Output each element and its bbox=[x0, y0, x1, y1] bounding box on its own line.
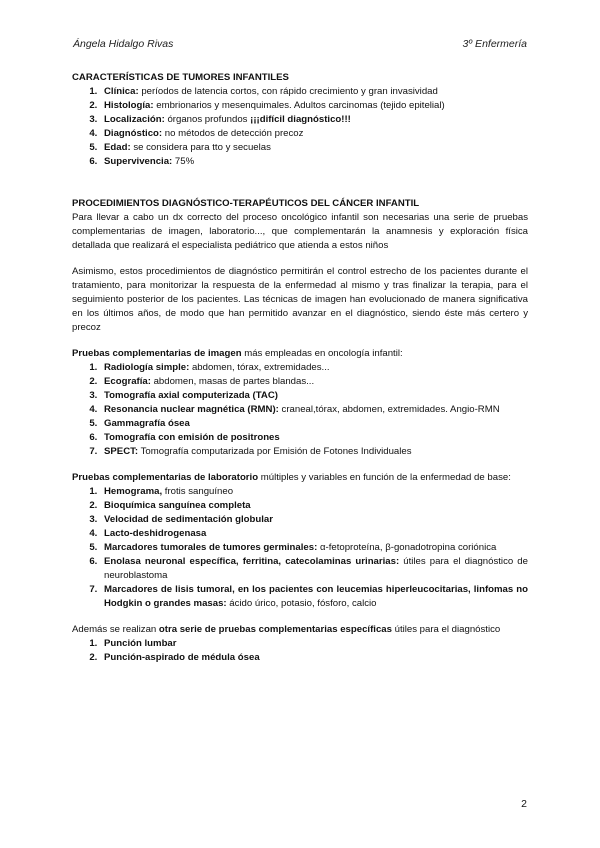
other-tests-intro: Además se realizan otra serie de pruebas complementarias específicas útiles para el diagnóstico bbox=[72, 624, 501, 635]
intro-paragraph: Para llevar a cabo un dx correcto del proceso oncológico infantil son necesarias una serie de pruebas complementarias de imagen, laboratorio..., que complementarán la anamnesis y exploración física detallada que realizará el especialista pediátrico que atienda a estos niños bbox=[72, 212, 528, 251]
list-item: 1. Hemograma, frotis sanguíneo bbox=[100, 485, 528, 499]
header-course: 3º Enfermería bbox=[462, 38, 527, 50]
list-item: 2. Punción-aspirado de médula ósea bbox=[100, 651, 528, 665]
section-title-characteristics: CARACTERÍSTICAS DE TUMORES INFANTILES bbox=[72, 72, 289, 83]
list-item: 1. Radiología simple: abdomen, tórax, extremidades... bbox=[100, 361, 528, 375]
page-number: 2 bbox=[521, 798, 527, 810]
list-item: 1. Clínica: períodos de latencia cortos, con rápido crecimiento y gran invasividad bbox=[100, 85, 528, 99]
list-item: 7. SPECT: Tomografía computarizada por Emisión de Fotones Individuales bbox=[100, 445, 528, 459]
list-item: 5. Edad: se considera para tto y secuelas bbox=[100, 141, 528, 155]
list-item: 7. Marcadores de lisis tumoral, en los pacientes con leucemias hiperleucocitarias, linfomas no Hodgkin o grandes masas: ácido úrico, potasio, fósforo, calcio bbox=[100, 583, 528, 611]
characteristics-list bbox=[72, 85, 528, 169]
list-item: 2. Ecografía: abdomen, masas de partes blandas... bbox=[100, 375, 528, 389]
list-item: 3. Tomografía axial computerizada (TAC) bbox=[100, 389, 528, 403]
lab-list bbox=[72, 485, 528, 611]
page-content bbox=[72, 71, 528, 665]
lab-intro: Pruebas complementarias de laboratorio múltiples y variables en función de la enfermedad de base: bbox=[72, 472, 511, 483]
list-item: 6. Enolasa neuronal específica, ferritina, catecolaminas urinarias: útiles para el diagnóstico de neuroblastoma bbox=[100, 555, 528, 583]
list-item: 2. Bioquímica sanguínea completa bbox=[100, 499, 528, 513]
other-tests-list bbox=[72, 637, 528, 665]
list-item: 3. Velocidad de sedimentación globular bbox=[100, 513, 528, 527]
list-item: 4. Diagnóstico: no métodos de detección precoz bbox=[100, 127, 528, 141]
list-item: 5. Marcadores tumorales de tumores germinales: α-fetoproteína, β-gonadotropina coriónica bbox=[100, 541, 528, 555]
list-item: 1. Punción lumbar bbox=[100, 637, 528, 651]
list-item: 2. Histología: embrionarios y mesenquimales. Adultos carcinomas (tejido epitelial) bbox=[100, 99, 528, 113]
list-item: 4. Lacto-deshidrogenasa bbox=[100, 527, 528, 541]
header-author: Ángela Hidalgo Rivas bbox=[73, 38, 174, 50]
list-item: 6. Tomografía con emisión de positrones bbox=[100, 431, 528, 445]
list-item: 4. Resonancia nuclear magnética (RMN): craneal,tórax, abdomen, extremidades. Angio-RMN bbox=[100, 403, 528, 417]
imaging-list bbox=[72, 361, 528, 459]
imaging-intro: Pruebas complementarias de imagen más empleadas en oncología infantil: bbox=[72, 348, 403, 359]
list-item: 5. Gammagrafía ósea bbox=[100, 417, 528, 431]
section-title-procedures: PROCEDIMIENTOS DIAGNÓSTICO-TERAPÉUTICOS DEL CÁNCER INFANTIL bbox=[72, 198, 420, 209]
list-item: 6. Supervivencia: 75% bbox=[100, 155, 528, 169]
monitoring-paragraph: Asimismo, estos procedimientos de diagnóstico permitirán el control estrecho de los pacientes durante el tratamiento, para monitorizar la respuesta de la enfermedad al mismo y tras finalizar la terapia, para el seguimiento posterior de los pacientes. Las técnicas de imagen han evolucionado de manera significativa en los últimos años, de modo que han permitido avanzar en el diagnóstico, siendo éste más certero y precoz bbox=[72, 266, 528, 333]
list-item: 3. Localización: órganos profundos ¡¡¡difícil diagnóstico!!! bbox=[100, 113, 528, 127]
